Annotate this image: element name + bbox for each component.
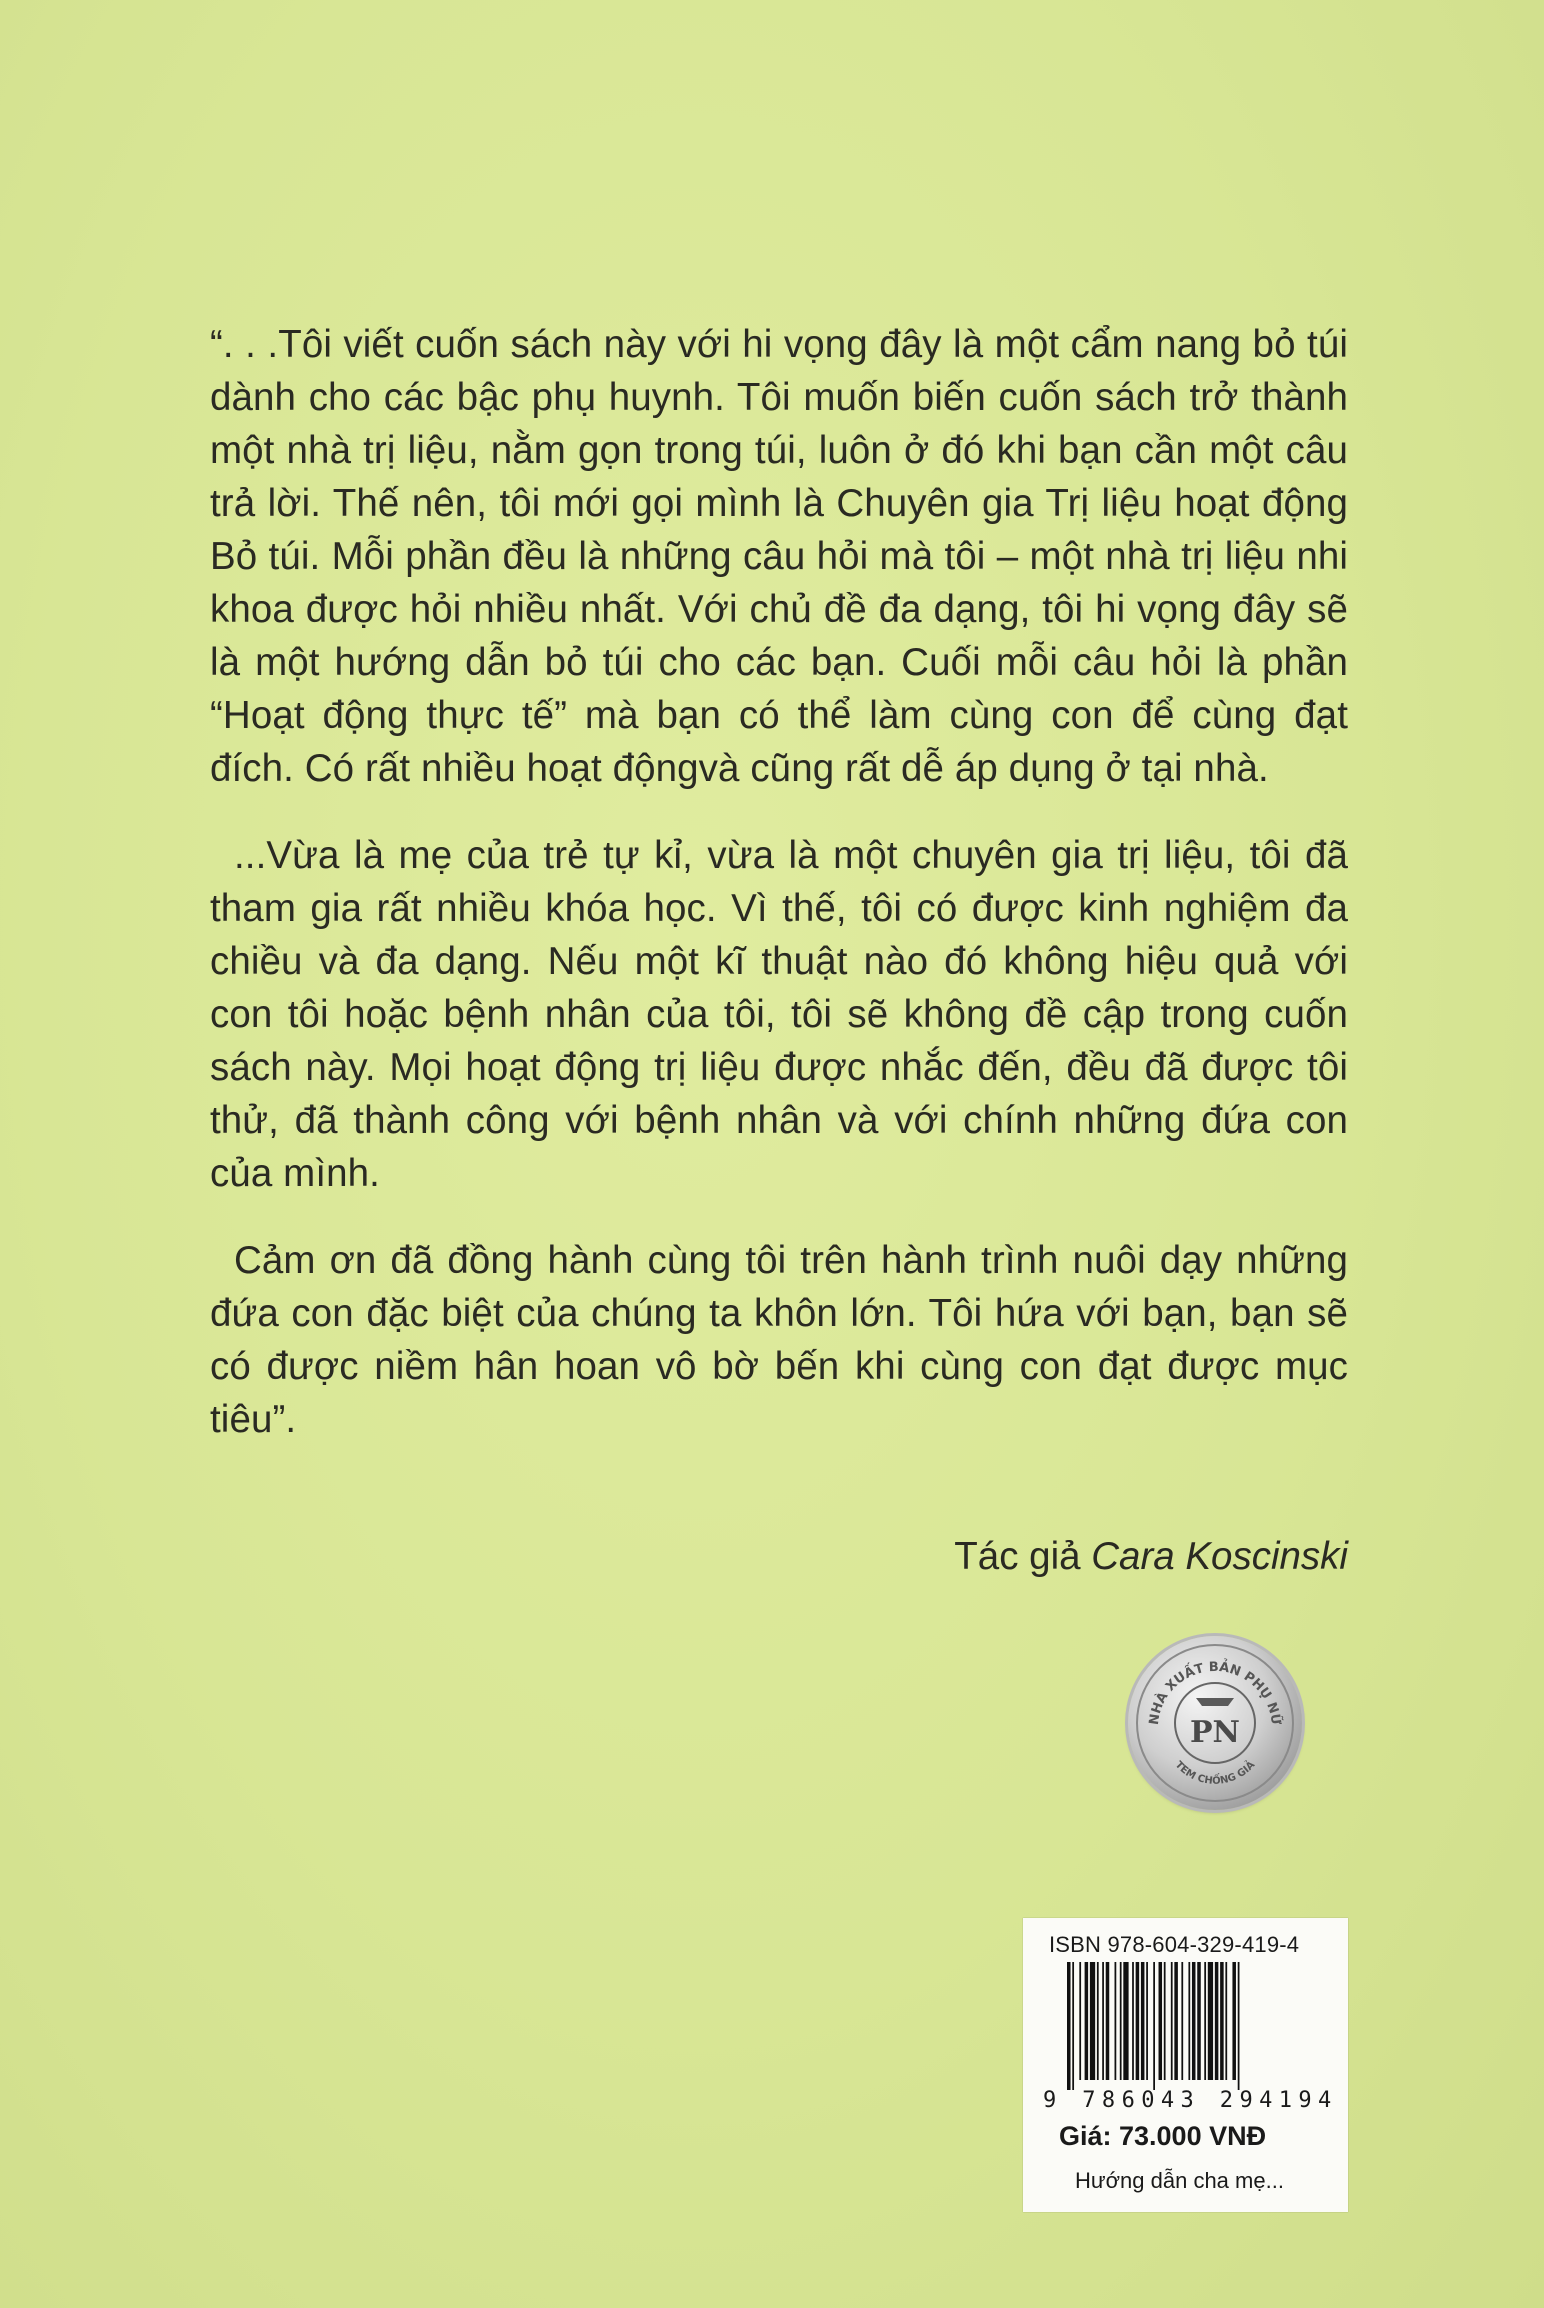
author-name: Cara Koscinski <box>1091 1535 1348 1578</box>
barcode-bar <box>1164 1962 1166 2080</box>
barcode-bar <box>1181 1962 1183 2080</box>
barcode-sticker <box>1023 1918 1348 2212</box>
seal-bottom-text: TEM CHỐNG GIẢ <box>1172 1759 1258 1787</box>
barcode-bar <box>1085 1962 1089 2080</box>
barcode-digits: 9 786043 294194 <box>1043 2088 1338 2113</box>
barcode-bar <box>1215 1962 1219 2080</box>
signature-prefix: Tác giả <box>954 1535 1092 1578</box>
barcode-bar <box>1141 1962 1145 2080</box>
back-cover-blurb <box>210 318 1348 1480</box>
barcode-bar <box>1146 1962 1148 2080</box>
blurb-paragraph-1: “. . .Tôi viết cuốn sách này với hi vọng đây là một cẩm nang bỏ túi dành cho các bậc phụ huynh. Tôi muốn biến cuốn sách trở thành một nhà trị liệu, nằm gọn trong túi, luôn ở đó khi bạn cần một câu trả lời. Thế nên, tôi mới gọi mình là Chuyên gia Trị liệu hoạt động Bỏ túi. Mỗi phần đều là những câu hỏi mà tôi – một nhà trị liệu nhi khoa được hỏi nhiều nhất. Với chủ đề đa dạng, tôi hi vọng đây sẽ là một hướng dẫn bỏ túi cho các bạn. Cuối mỗi câu hỏi là phần “Hoạt động thực tế” mà bạn có thể làm cùng con để cùng đạt đích. Có rất nhiều hoạt độngvà cũng rất dễ áp dụng ở tại nhà. <box>210 323 1348 790</box>
seal-ring-text: NHÀ XUẤT BẢN PHỤ NỮ <box>1146 1659 1284 1726</box>
barcode-bar <box>1123 1962 1128 2080</box>
barcode-bar <box>1106 1962 1110 2080</box>
barcode-bar <box>1097 1962 1099 2080</box>
barcode-bar <box>1079 1962 1081 2080</box>
barcode-bar <box>1220 1962 1224 2080</box>
barcode-bar <box>1225 1962 1227 2080</box>
book-title-short: Hướng dẫn cha mẹ... <box>1075 2168 1284 2193</box>
barcode-bar <box>1136 1962 1140 2080</box>
barcode-bar <box>1232 1962 1236 2080</box>
barcode-bar <box>1204 1962 1206 2080</box>
barcode-bar <box>1072 1962 1074 2090</box>
blurb-paragraph-3: Cảm ơn đã đồng hành cùng tôi trên hành trình nuôi dạy những đứa con đặc biệt của chúng ta khôn lớn. Tôi hứa với bạn, bạn sẽ có được niềm hân hoan vô bờ bến khi cùng con đạt được mục tiêu”. <box>210 1239 1348 1441</box>
barcode-bar <box>1132 1962 1134 2080</box>
barcode-bar <box>1090 1962 1095 2080</box>
barcode-bar <box>1115 1962 1117 2080</box>
barcode-bar <box>1159 1962 1163 2080</box>
seal-logo: PN <box>1190 1715 1240 1750</box>
price-label: Giá: 73.000 VNĐ <box>1059 2121 1267 2151</box>
barcode-bar <box>1120 1962 1122 2080</box>
barcode-bar <box>1197 1962 1201 2080</box>
barcode-bar <box>1067 1962 1071 2090</box>
blurb-paragraph-2: ...Vừa là mẹ của trẻ tự kỉ, vừa là một chuyên gia trị liệu, tôi đã tham gia rất nhiều khóa học. Vì thế, tôi có được kinh nghiệm đa chiều và đa dạng. Nếu một kĩ thuật nào đó không hiệu quả với con tôi hoặc bệnh nhân của tôi, tôi sẽ không đề cập trong cuốn sách này. Mọi hoạt động trị liệu được nhắc đến, đều đã được tôi thử, đã thành công với bệnh nhân và với chính những đứa con của mình. <box>210 834 1348 1195</box>
barcode-bar <box>1153 1962 1155 2090</box>
barcode-bar <box>1174 1962 1178 2080</box>
barcode-icon <box>1067 1962 1317 2090</box>
anti-counterfeit-seal <box>1128 1636 1302 1810</box>
barcode-bar <box>1171 1962 1173 2080</box>
barcode-bar <box>1102 1962 1104 2080</box>
barcode-bar <box>1238 1962 1240 2090</box>
author-signature <box>954 1530 1348 1583</box>
isbn-label: ISBN 978-604-329-419-4 <box>1049 1932 1300 1957</box>
svg-text:TEM CHỐNG GIẢ <box>1173 1757 1258 1787</box>
barcode-bar <box>1188 1962 1190 2080</box>
seal-icon <box>1128 1636 1302 1810</box>
barcode-bar <box>1192 1962 1196 2080</box>
barcode-bar <box>1208 1962 1213 2080</box>
